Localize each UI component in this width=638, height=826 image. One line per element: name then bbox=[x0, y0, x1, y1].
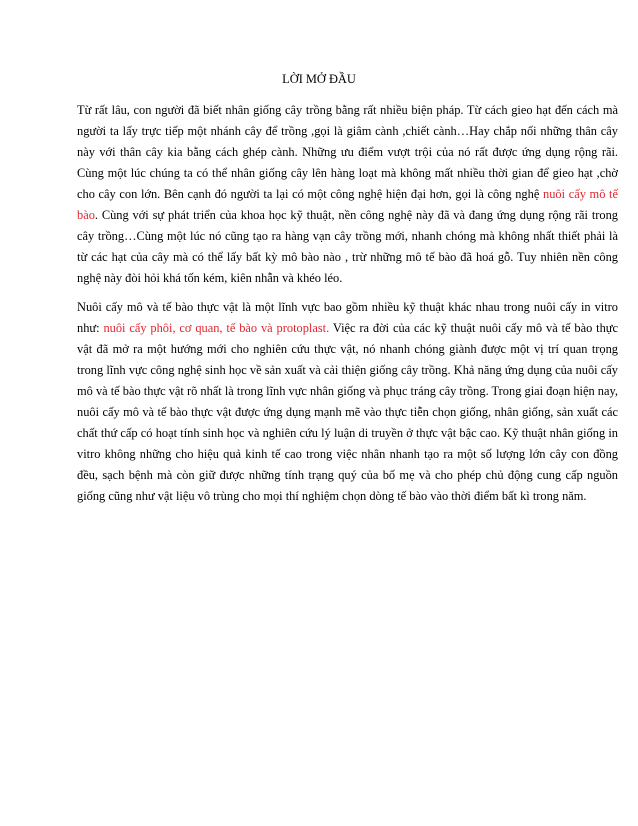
paragraph-in-vitro-text-2: Việc ra đời của các kỹ thuật nuôi cấy mô và tế bào thực vật đã mở ra một hướng mới cho nghiên cứu thực vật, nó nhanh chóng giành được một vị trí quan trọng trong lĩnh vực công nghệ sinh học về sản xuất và cải thiện giống cây trồng. Khả năng ứng dụng của nuôi cấy mô và tế bào thực vật rõ nhất là trong lĩnh vực nhân giống và phục tráng cây trồng. Trong giai đoạn hiện nay, nuôi cấy mô và tế bào thực vật được ứng dụng mạnh mẽ vào thực tiễn chọn giống, nhân giống, sản xuất các chất thứ cấp có hoạt tính sinh học và nghiên cứu lý luận di truyền ở thực vật bậc cao. Kỹ thuật nhân giống in vitro không những cho hiệu quả kinh tế cao trong việc nhân nhanh tạo ra một số lượng lớn cây con đồng đều, sạch bệnh mà còn giữ được những tính trạng quý của bố mẹ và cho phép chủ động cung cấp nguồn giống cũng như vật liệu vô trùng cho mọi thí nghiệm chọn dòng tế bào vào thời điểm bất kì trong năm. bbox=[77, 321, 619, 503]
paragraph-intro bbox=[77, 100, 618, 289]
paragraph-intro-text-2: . Cùng với sự phát triển của khoa học kỹ thuật, nền công nghệ này đã và đang ứng dụng rộng rãi trong cây trồng…Cùng một lúc nó cũng tạo ra hàng vạn cây trồng mới, nhanh chóng mà không nhất thiết phải là từ các hạt của cây mà có thể lấy bất kỳ mô bào nào , trừ những mô tế bào đã hoá gỗ. Tuy nhiên nền công nghệ này đòi hỏi khá tốn kém, kiên nhẫn và khéo léo. bbox=[77, 208, 618, 285]
document-title: LỜI MỞ ĐẦU bbox=[282, 72, 356, 86]
highlight-culture-types: nuôi cấy phôi, cơ quan, tế bào và protoplast. bbox=[103, 321, 330, 335]
paragraph-intro-text-1: Từ rất lâu, con người đã biết nhân giống cây trồng bằng rất nhiều biện pháp. Từ cách gieo hạt đến cách mà người ta lấy trực tiếp một nhánh cây để trồng ,gọi là giâm cành ,chiết cành…Hay chắp nối những thân cây này với thân cây kia bằng cách ghép cành. Những ưu điểm vượt trội của nó rất được ứng dụng rộng rãi. Cùng một lúc chúng ta có thể nhân giống cây lên hàng loạt mà không mất nhiều thời gian để gieo hạt ,chờ cho cây con lớn. Bên cạnh đó người ta lại có một công nghệ hiện đại hơn, gọi là công nghệ bbox=[77, 103, 618, 201]
highlight-tissue-culture: nuôi cấy mô tế bào bbox=[77, 187, 618, 222]
paragraph-in-vitro bbox=[77, 297, 618, 507]
paragraph-in-vitro-text-1: Nuôi cấy mô và tế bào thực vật là một lĩnh vực bao gồm nhiều kỹ thuật khác nhau trong nuôi cấy in vitro như: bbox=[77, 300, 618, 335]
document-body bbox=[77, 100, 618, 515]
